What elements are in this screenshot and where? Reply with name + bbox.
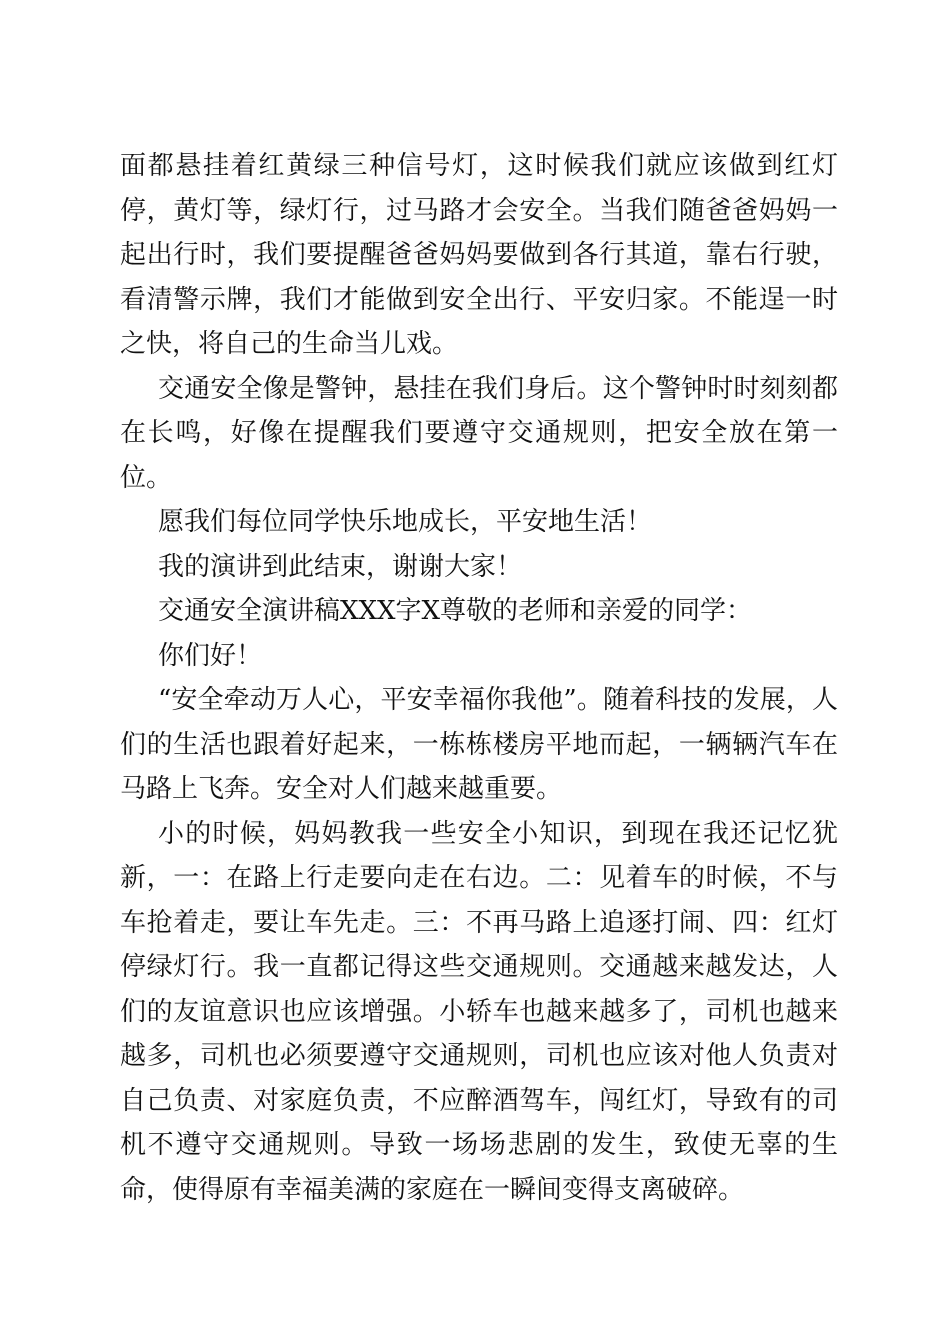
paragraph-2: 交通安全像是警钟，悬挂在我们身后。这个警钟时时刻刻都在长鸣，好像在提醒我们要遵守交通规则，把安全放在第一位。 [120, 373, 838, 493]
paragraph-7: “安全牵动万人心，平安幸福你我他”。随着科技的发展，人们的生活也跟着好起来，一栋栋楼房平地而起，一辆辆汽车在马路上飞奔。安全对人们越来越重要。 [120, 685, 838, 804]
paragraph-8: 小的时候，妈妈教我一些安全小知识，到现在我还记忆犹新，一：在路上行走要向走在右边。二：见着车的时候，不与车抢着走，要让车先走。三：不再马路上追逐打闹、四：红灯停绿灯行。我一直都记得这些交通规则。交通越来越发达，人们的友谊意识也应该增强。小轿车也越来越多了，司机也越来越多，司机也必须要遵守交通规则，司机也应该对他人负责对自己负责、对家庭负责，不应醉酒驾车，闯红灯，导致有的司机不遵守交通规则。导致一场场悲剧的发生，致使无辜的生命，使得原有幸福美满的家庭在一瞬间变得支离破碎。 [120, 818, 838, 1205]
paragraph-5: 交通安全演讲稿XXX字X尊敬的老师和亲爱的同学： [158, 596, 753, 626]
paragraph-1: 面都悬挂着红黄绿三种信号灯，这时候我们就应该做到红灯停，黄灯等，绿灯行，过马路才会安全。当我们随爸爸妈妈一起出行时，我们要提醒爸爸妈妈要做到各行其道，靠右行驶，看清警示牌，我们才能做到安全出行、平安归家。不能逞一时之快，将自己的生命当儿戏。 [120, 151, 838, 359]
document-body [120, 144, 838, 1212]
paragraph-4: 我的演讲到此结束，谢谢大家！ [158, 551, 523, 582]
paragraph-3: 愿我们每位同学快乐地成长，平安地生活！ [158, 507, 653, 537]
paragraph-6: 你们好！ [158, 640, 263, 671]
